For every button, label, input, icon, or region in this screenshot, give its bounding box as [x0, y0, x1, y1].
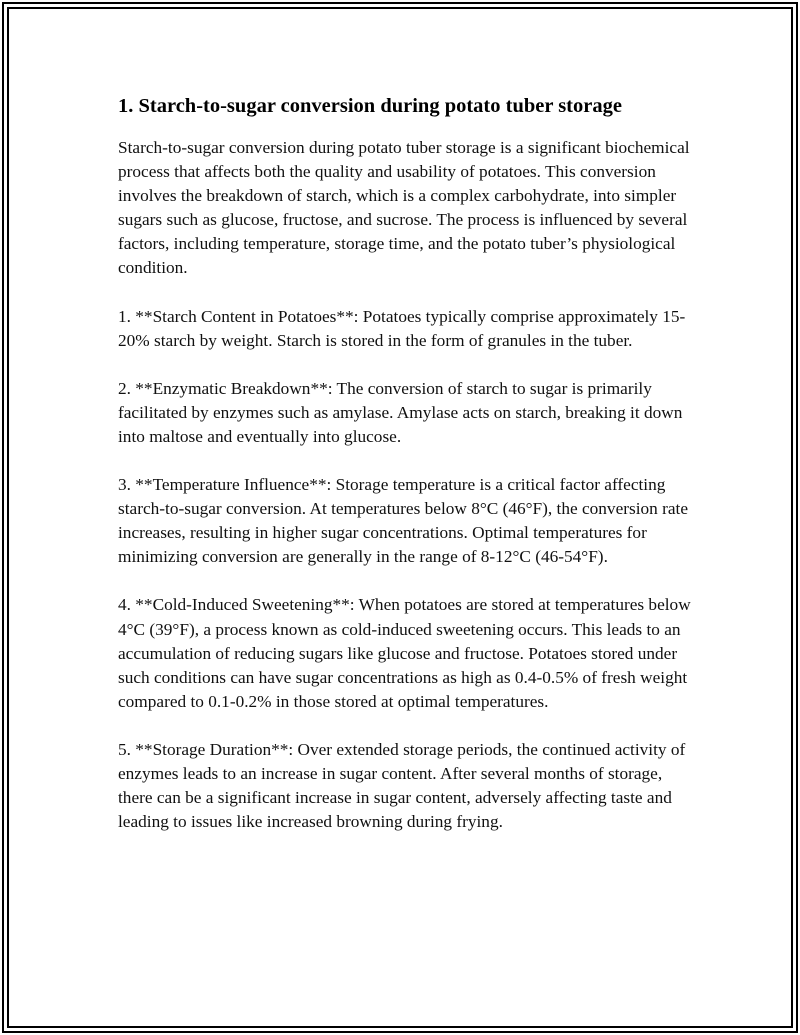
section-title: 1. Starch-to-sugar conversion during potato tuber storage — [118, 95, 622, 117]
intro-paragraph: Starch-to-sugar conversion during potato tuber storage is a significant biochemical process that affects both the quality and usability of potatoes. This conversion involves the breakdown of starch, which is a complex carbohydrate, into simpler sugars such as glucose, fructose, and sucrose. The process is influenced by several factors, including temperature, storage time, and the potato tuber’s physiological condition. — [118, 138, 690, 278]
point-starch-content: 1. **Starch Content in Potatoes**: Potatoes typically comprise approximately 15-20% starch by weight. Starch is stored in the form of granules in the tuber. — [118, 306, 686, 350]
point-temperature-influence: 3. **Temperature Influence**: Storage temperature is a critical factor affecting starch-to-sugar conversion. At temperatures below 8°C (46°F), the conversion rate increases, resulting in higher sugar concentrations. Optimal temperatures for minimizing conversion are generally in the range of 8-12°C (46-54°F). — [118, 475, 689, 567]
point-cold-induced-sweetening: 4. **Cold-Induced Sweetening**: When potatoes are stored at temperatures below 4°C (39°F), a process known as cold-induced sweetening occurs. This leads to an accumulation of reducing sugars like glucose and fructose. Potatoes stored under such conditions can have sugar concentrations as high as 0.4-0.5% of fresh weight compared to 0.1-0.2% in those stored at optimal temperatures. — [118, 595, 691, 711]
point-enzymatic-breakdown: 2. **Enzymatic Breakdown**: The conversion of starch to sugar is primarily facilitated by enzymes such as amylase. Amylase acts on starch, breaking it down into maltose and eventually into glucose. — [118, 378, 683, 446]
document-body — [118, 92, 698, 858]
point-storage-duration: 5. **Storage Duration**: Over extended storage periods, the continued activity of enzymes leads to an increase in sugar content. After several months of storage, there can be a significant increase in sugar content, adversely affecting taste and leading to issues like increased browning during frying. — [118, 739, 686, 832]
